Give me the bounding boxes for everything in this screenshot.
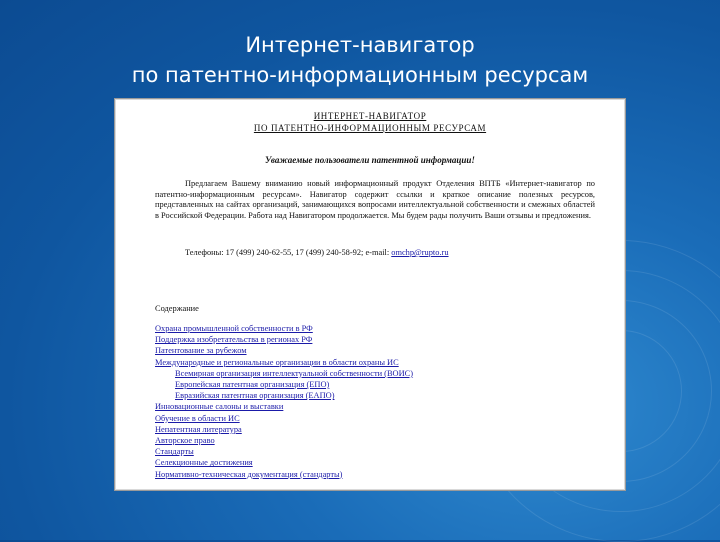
toc-link[interactable]: Охрана промышленной собственности в РФ (155, 324, 313, 333)
toc-link[interactable]: Нормативно-техническая документация (стандарты) (155, 469, 343, 479)
toc-link[interactable]: Непатентная литература (155, 424, 242, 434)
table-of-contents (155, 323, 615, 480)
greeting-heading: Уважаемые пользователи патентной информации! (265, 155, 475, 165)
slide-title-line-1: Интернет-навигатор (245, 33, 475, 57)
contacts-line (185, 248, 449, 257)
email-link[interactable]: omchp@rupto.ru (391, 248, 449, 257)
toc-link[interactable]: Поддержка изобретательства в регионах РФ (155, 335, 313, 345)
toc-link[interactable]: Евразийская патентная организация (ЕАПО) (175, 391, 335, 401)
toc-link[interactable]: Инновационные салоны и выставки (155, 402, 284, 412)
toc-link[interactable]: Патентование за рубежом (155, 346, 247, 356)
page-header-line-1: ИНТЕРНЕТ-НАВИГАТОР (313, 111, 427, 121)
embedded-page-screenshot (114, 98, 626, 491)
slide-title (0, 30, 720, 90)
toc-link[interactable]: Всемирная организация интеллектуальной собственности (ВОИС) (175, 368, 414, 378)
toc-link[interactable]: Международные и региональные организации в области охраны ИС (155, 357, 399, 367)
toc-link[interactable]: Обучение в области ИС (155, 413, 240, 423)
toc-link[interactable]: Селекционные достижения (155, 458, 253, 468)
toc-link[interactable]: Авторское право (155, 436, 215, 446)
page-header-line-2: ПО ПАТЕНТНО-ИНФОРМАЦИОННЫМ РЕСУРСАМ (253, 123, 487, 133)
slide-title-line-2: по патентно-информационным ресурсам (131, 63, 589, 87)
intro-paragraph: Предлагаем Вашему вниманию новый информационный продукт Отделения ВПТБ «Интернет-навигатор по патентно-информационным ресурсам». Навигатор содержит ссылки и краткое описание полезных ресурсов, представленных на сайтах организаций, занимающихся вопросами интеллектуальной собственности и смежных областей в Российской Федерации. Работа над Навигатором продолжается. Мы будем рады получить Ваши отзывы и предложения. (155, 179, 595, 220)
phones-text: Телефоны: 17 (499) 240-62-55, 17 (499) 240-58-92; e-mail: (185, 248, 390, 257)
toc-link[interactable]: Стандарты (155, 447, 194, 457)
contents-heading: Содержание (155, 304, 199, 313)
toc-link[interactable]: Европейская патентная организация (ЕПО) (175, 380, 330, 390)
